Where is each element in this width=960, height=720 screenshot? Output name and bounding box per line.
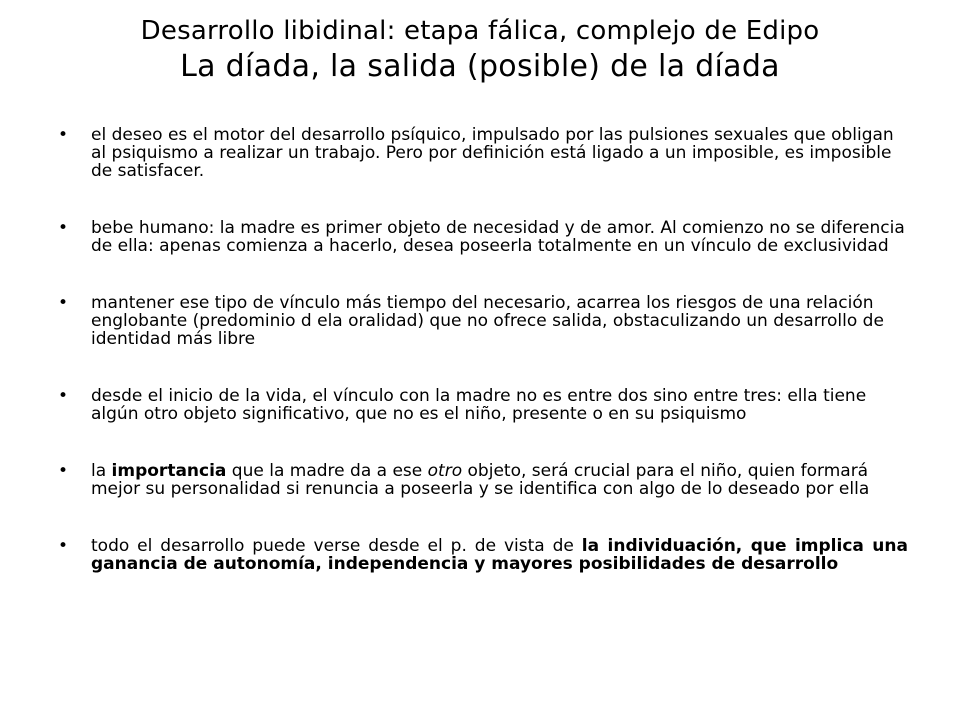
title-block [0, 14, 960, 86]
bullet-item [58, 462, 908, 498]
bullet-text [91, 536, 908, 574]
bullet-bold-text: la individuación, que implica una ganancia de autonomía, independencia y mayores posibilidades de desarrollo [91, 536, 908, 574]
bullet-dot-icon: • [58, 125, 69, 145]
bullet-text-part: todo el desarrollo puede verse desde el p. de vista de [91, 536, 582, 556]
bullet-dot-icon: • [58, 386, 69, 406]
bullet-item [58, 126, 908, 180]
bullet-item [58, 219, 908, 255]
bullet-text-part: que la madre da a ese [226, 461, 428, 481]
bullet-item [58, 537, 908, 573]
bullet-text: bebe humano: la madre es primer objeto de necesidad y de amor. Al comienzo no se diferencia de ella: apenas comienza a hacerlo, desea poseerla totalmente en un vínculo de exclusividad [91, 218, 905, 256]
bullet-text: el deseo es el motor del desarrollo psíquico, impulsado por las pulsiones sexuales que obligan al psiquismo a realizar un trabajo. Pero por definición está ligado a un imposible, es imposible de satisfacer. [91, 125, 894, 181]
bullet-italic-text: otro [427, 461, 463, 481]
bullet-text: mantener ese tipo de vínculo más tiempo del necesario, acarrea los riesgos de una relación englobante (predominio d ela oralidad) que no ofrece salida, obstaculizando un desarrollo de identidad más libre [91, 293, 884, 349]
bullet-item [58, 387, 908, 423]
bullet-list [58, 126, 908, 612]
bullet-dot-icon: • [58, 218, 69, 238]
slide-subtitle: La díada, la salida (posible) de la díada [180, 49, 780, 84]
bullet-text: desde el inicio de la vida, el vínculo con la madre no es entre dos sino entre tres: ella tiene algún otro objeto significativo, que no es el niño, presente o en su psiquismo [91, 386, 867, 424]
slide-title: Desarrollo libidinal: etapa fálica, complejo de Edipo [140, 16, 820, 46]
bullet-item [58, 294, 908, 348]
bullet-text-part: objeto, será crucial para el niño, quien formará mejor su personalidad si renuncia a poseerla y se identifica con algo de lo deseado por ella [91, 461, 870, 499]
bullet-dot-icon: • [58, 293, 69, 313]
bullet-text [91, 461, 869, 499]
bullet-text-part: la [91, 461, 112, 481]
bullet-dot-icon: • [58, 536, 69, 556]
bullet-dot-icon: • [58, 461, 69, 481]
bullet-bold-text: importancia [111, 461, 227, 481]
